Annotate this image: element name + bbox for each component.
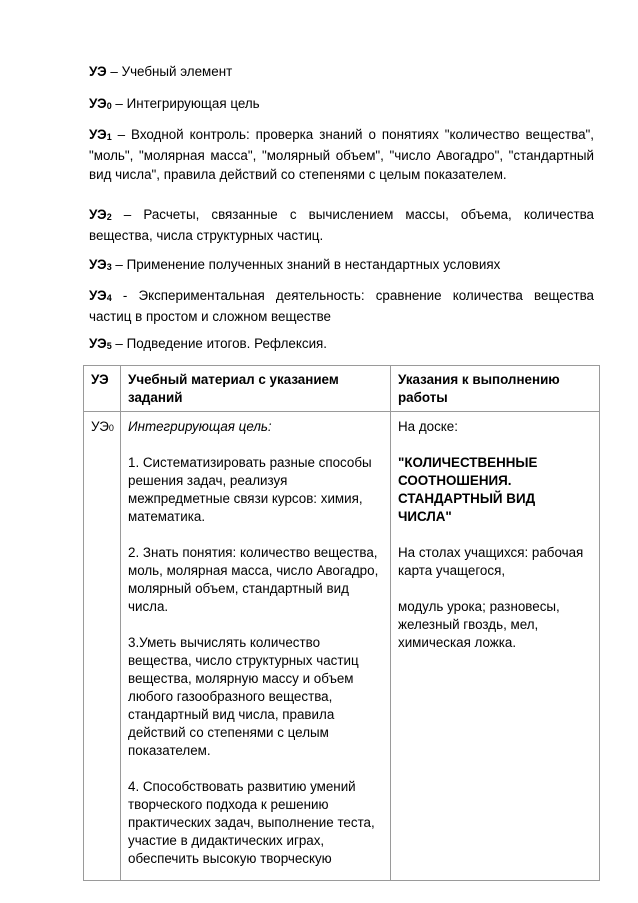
table-row <box>84 412 600 881</box>
material-item-1: 1. Систематизировать разные способы решения задач, реализуя межпредметные связи курсов: химия, математика. <box>128 455 372 524</box>
header-instructions: Указания к выполнению работы <box>391 366 600 412</box>
material-item-2: 2. Знать понятия: количество вещества, моль, молярная масса, число Авогадро, молярный объем, стандартный вид числа. <box>128 545 379 614</box>
row-code: УЭ <box>91 419 109 434</box>
board-title: "КОЛИЧЕСТВЕННЫЕ СООТНОШЕНИЯ. СТАНДАРТНЫЙ ВИД ЧИСЛА" <box>398 455 538 524</box>
legend-item-ue3: УЭ3 – Применение полученных знаний в нестандартных условиях <box>89 257 501 272</box>
row-code-sub: 0 <box>108 423 114 433</box>
legend-item-ue5: УЭ5 – Подведение итогов. Рефлексия. <box>89 336 328 351</box>
material-title: Интегрирующая цель: <box>128 419 272 434</box>
material-item-4: 4. Способствовать развитию умений творческого подхода к решению практических задач, выполнение теста, участие в дидактических играх, обеспечить высокую творческую <box>128 779 375 866</box>
instructions-desks: На столах учащихся: рабочая карта учащегося, <box>398 545 584 578</box>
header-material: Учебный материал с указанием заданий <box>121 366 391 412</box>
table-header-row <box>84 366 600 412</box>
instructions-cell <box>391 412 600 881</box>
material-cell <box>121 412 391 881</box>
legend-item-ue2: УЭ2 – Расчеты, связанные с вычислением массы, объема, количества вещества, числа структурных частиц. <box>89 207 594 244</box>
legend-item-ue: УЭ – Учебный элемент <box>89 64 233 79</box>
legend-item-ue1: УЭ1 – Входной контроль: проверка знаний о понятиях "количество вещества", "моль", "молярная масса", "молярный объем", "число Авогадро", "стандартный вид числа", правила действий со степенями с целым показателем. <box>89 127 594 183</box>
legend-item-ue4: УЭ4 - Экспериментальная деятельность: сравнение количества вещества частиц в простом и сложном веществе <box>89 288 594 325</box>
row-code-cell <box>84 412 121 881</box>
material-item-3: 3.Уметь вычислять количество вещества, число структурных частиц вещества, молярную массу и объем любого газообразного вещества, стандартный вид числа, правила действий со степенями с целым показателем. <box>128 635 359 758</box>
instructions-intro: На доске: <box>398 419 458 434</box>
header-ue: УЭ <box>84 366 121 412</box>
lesson-table <box>83 365 600 881</box>
instructions-equipment: модуль урока; разновесы, железный гвоздь, мел, химическая ложка. <box>398 599 560 650</box>
legend-item-ue0: УЭ0 – Интегрирующая цель <box>89 96 260 111</box>
